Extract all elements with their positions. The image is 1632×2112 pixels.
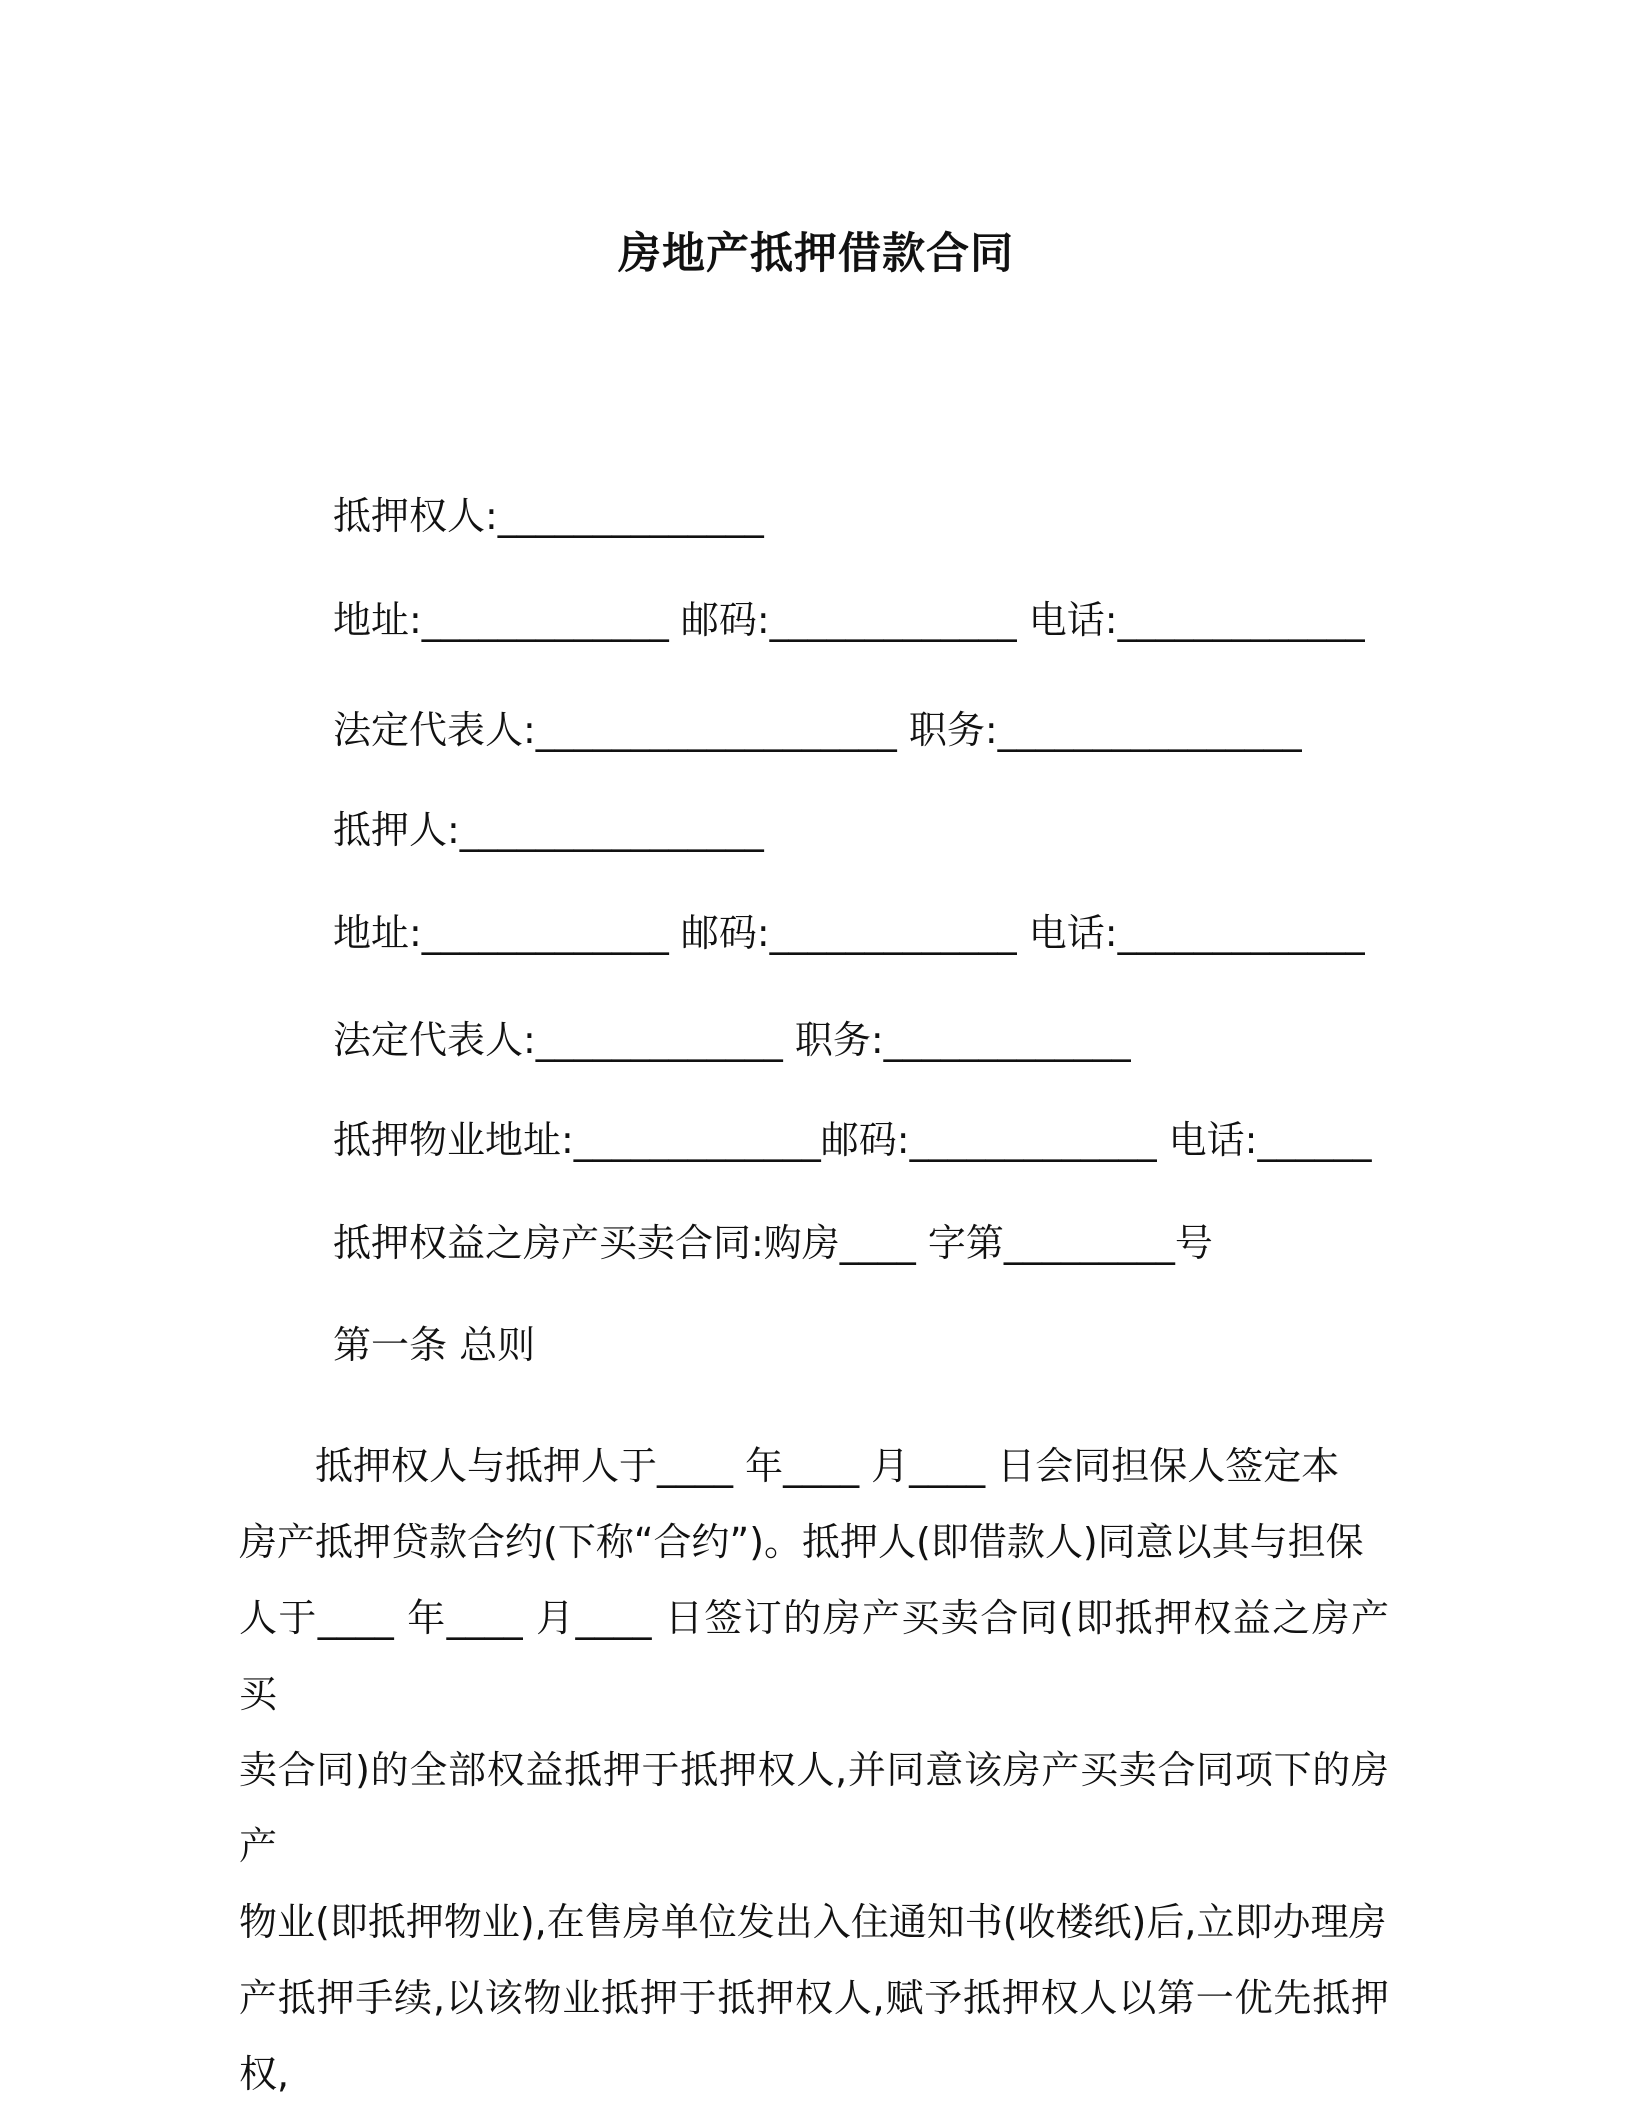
paragraph-line: 卖合同)的全部权益抵押于抵押权人,并同意该房产买卖合同项下的房产 bbox=[239, 1748, 1389, 1868]
paragraph-line: 产抵押手续,以该物业抵押于抵押权人,赋予抵押权人以第一优先抵押权, bbox=[239, 1976, 1389, 2096]
paragraph-line: 物业(即抵押物业),在售房单位发出入住通知书(收楼纸)后,立即办理房 bbox=[239, 1900, 1387, 1944]
mortgagee-contact-field: 地址:_____________ 邮码:_____________ 电话:_____________ bbox=[333, 598, 1365, 642]
mortgagor-name-field: 抵押人:________________ bbox=[333, 808, 764, 852]
general-provisions-paragraph bbox=[239, 1428, 1389, 2112]
mortgagee-name-field: 抵押权人:______________ bbox=[333, 494, 764, 538]
paragraph-line: 人于____ 年____ 月____ 日签订的房产买卖合同(即抵押权益之房产买 bbox=[239, 1596, 1389, 1716]
mortgagor-contact-field: 地址:_____________ 邮码:_____________ 电话:_____________ bbox=[333, 911, 1365, 955]
mortgagee-representative-field: 法定代表人:___________________ 职务:________________ bbox=[333, 708, 1302, 752]
paragraph-line: 抵押权人与抵押人于____ 年____ 月____ 日会同担保人签定本 bbox=[239, 1444, 1340, 1488]
section-heading: 第一条 总则 bbox=[333, 1323, 536, 1367]
paragraph-line: 房产抵押贷款合约(下称“合约”)。抵押人(即借款人)同意以其与担保 bbox=[239, 1520, 1364, 1564]
mortgagor-representative-field: 法定代表人:_____________ 职务:_____________ bbox=[333, 1018, 1131, 1062]
document-title: 房地产抵押借款合同 bbox=[618, 229, 1014, 279]
property-address-field: 抵押物业地址:_____________邮码:_____________ 电话:______ bbox=[333, 1118, 1372, 1162]
purchase-contract-field: 抵押权益之房产买卖合同:购房____ 字第_________号 bbox=[333, 1221, 1213, 1265]
